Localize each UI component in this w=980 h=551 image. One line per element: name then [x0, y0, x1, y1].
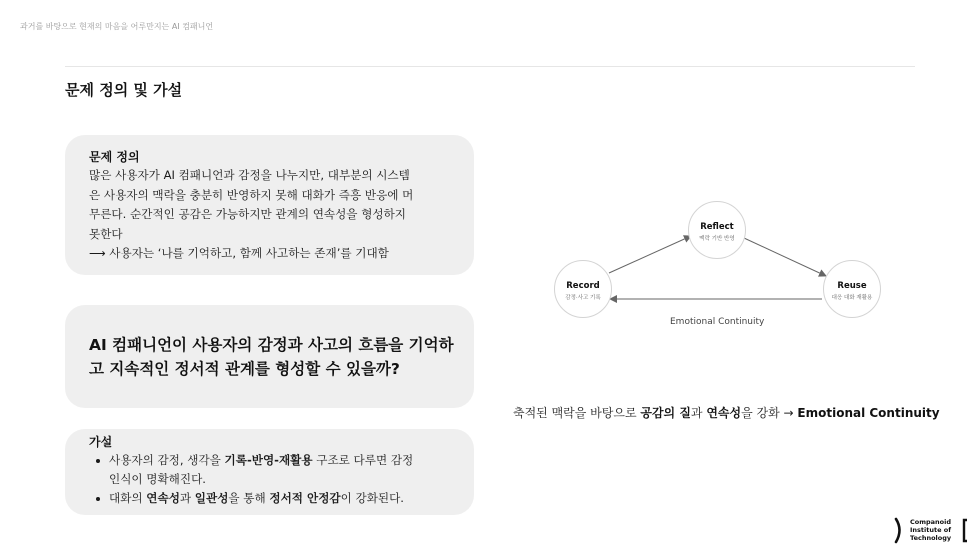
node-record-label: Record: [566, 281, 600, 291]
problem-definition-card: [65, 135, 474, 275]
summary-text: 과: [690, 406, 707, 420]
cycle-diagram: [530, 180, 930, 350]
hypothesis-text: 사용자의 감정, 생각을: [109, 453, 225, 467]
hypothesis-text: 과: [179, 491, 195, 505]
header-divider: [65, 66, 915, 67]
hypothesis-text: 을 통해: [228, 491, 270, 505]
node-reflect-sublabel: 맥락 기반 반영: [699, 236, 735, 242]
hypothesis-list: [89, 451, 451, 508]
summary-emphasis: 공감의 질: [640, 406, 691, 420]
research-question-card: [65, 305, 474, 408]
node-reflect-label: Reflect: [700, 222, 734, 232]
logo-line: Technology: [910, 534, 952, 542]
hypothesis-item-line: [109, 451, 451, 470]
summary-emphasis: 연속성: [706, 406, 742, 420]
problem-body: [89, 166, 451, 264]
summary-statement: [513, 404, 940, 421]
hypothesis-text: 구조로 다루면 감정: [312, 453, 414, 467]
hypothesis-emphasis: 연속성: [146, 491, 180, 505]
header-tagline: 과거를 바탕으로 현재의 마음을 어루만지는 AI 컴패니언: [20, 22, 214, 31]
hypothesis-emphasis: 일관성: [194, 491, 229, 505]
summary-text: 을 강화 →: [741, 406, 798, 420]
question-line: 고 지속적인 정서적 관계를 형성할 수 있을까?: [89, 360, 400, 378]
hypothesis-heading: 가설: [89, 435, 113, 449]
node-reuse-label: Reuse: [837, 281, 867, 291]
problem-expectation-line: ⟶ 사용자는 ‘나를 기억하고, 함께 사고하는 존재’를 기대함: [89, 246, 389, 260]
arrow-record-to-reflect: [609, 236, 691, 273]
arrow-reflect-to-reuse: [744, 238, 826, 276]
hypothesis-item: [89, 451, 451, 489]
problem-line: 무른다. 순간적인 공감은 가능하지만 관계의 연속성을 형성하지: [89, 207, 406, 221]
logo-wordmark: [910, 518, 951, 542]
node-reflect: [688, 201, 746, 259]
node-record-sublabel: 감정·사고 기록: [565, 295, 601, 301]
problem-heading: 문제 정의: [89, 150, 140, 164]
page-title: 문제 정의 및 가설: [65, 81, 183, 99]
question-line: AI 컴패니언이 사용자의 감정과 사고의 흐름을 기억하: [89, 336, 454, 354]
summary-emphasis: Emotional Continuity: [797, 406, 940, 420]
problem-line: 못한다: [89, 226, 123, 241]
node-reuse-sublabel: 대응 대화 재활용: [831, 295, 873, 301]
problem-line: 은 사용자의 맥락을 충분히 반영하지 못해 대화가 즉흥 반응에 머: [89, 187, 414, 202]
companoid-logo: [893, 517, 973, 545]
hypothesis-item-line: [109, 489, 451, 508]
node-record: [554, 260, 612, 318]
hypothesis-item: [89, 489, 451, 508]
node-reuse: [823, 260, 881, 318]
hypothesis-card: [65, 429, 474, 515]
diagram-caption: Emotional Continuity: [670, 317, 765, 327]
problem-line: 많은 사용자가 AI 컴패니언과 감정을 나누지만, 대부분의 시스템: [89, 168, 410, 182]
hypothesis-text: 이 강화된다.: [340, 491, 404, 505]
summary-text: 축적된 맥락을 바탕으로: [513, 406, 641, 420]
hypothesis-emphasis: 정서적 안정감: [269, 491, 341, 505]
hypothesis-emphasis: 기록-반영-재활용: [224, 453, 313, 467]
hypothesis-text: 대화의: [109, 491, 147, 505]
logo-line: Institute of: [910, 526, 952, 534]
hypothesis-item-line: 인식이 명확해진다.: [109, 472, 206, 486]
logo-line: Companoid: [910, 518, 952, 526]
